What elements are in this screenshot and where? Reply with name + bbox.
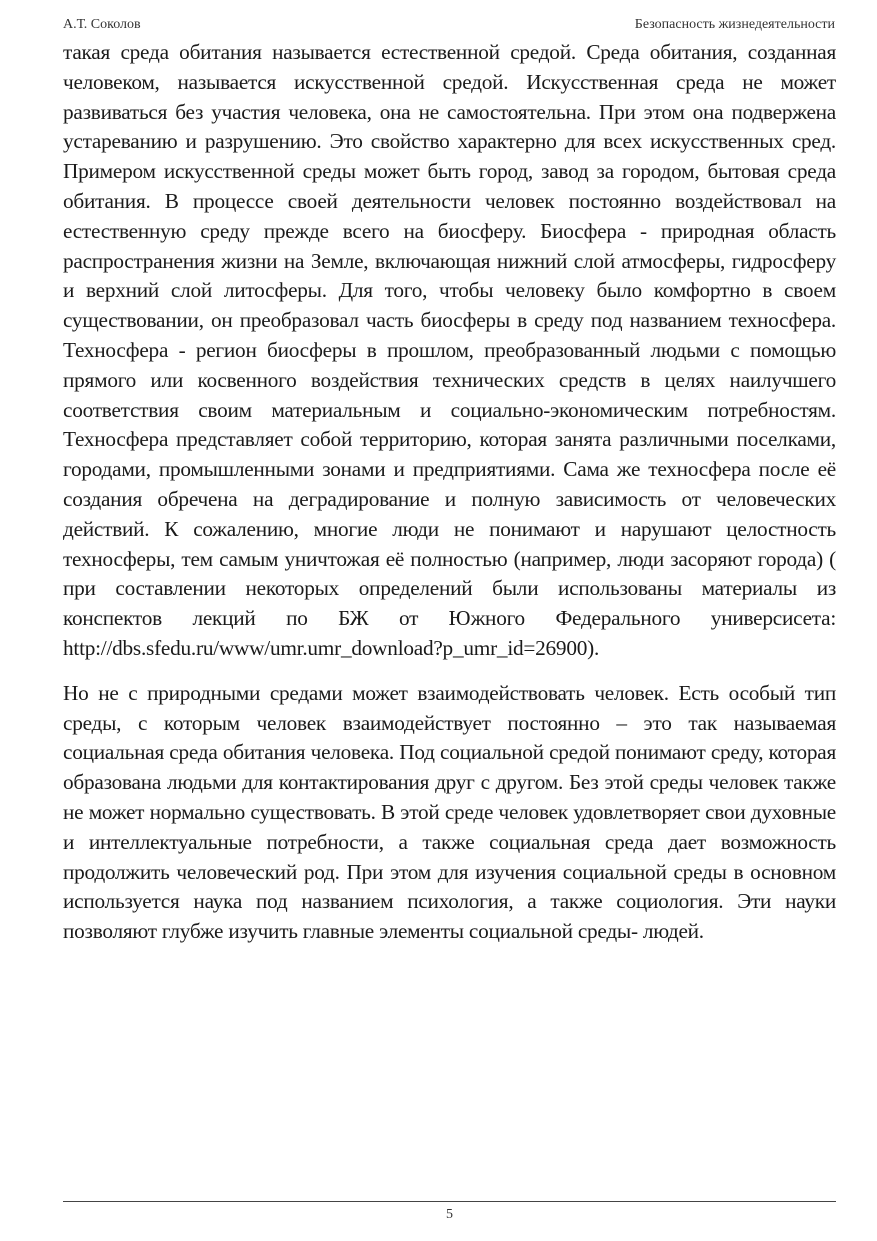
page-number: 5 — [446, 1207, 453, 1222]
body-text — [63, 38, 836, 947]
paragraph-technosphere: такая среда обитания называется естественной средой. Среда обитания, созданная человеком, называется искусственной средой. Искусственная среда не может развиваться без участия человека, она не самостоятельна. При этом она подвержена устареванию и разрушению. Это свойство характерно для всех искусственных сред. Примером искусственной среды может быть город, завод за городом, бытовая среда обитания. В процессе своей деятельности человек постоянно воздействовал на естественную среду прежде всего на биосферу. Биосфера - природная область распространения жизни на Земле, включающая нижний слой атмосферы, гидросферу и верхний слой литосферы. Для того, чтобы человеку было комфортно в своем существовании, он преобразовал часть биосферы в среду под названием техносфера. Техносфера - регион биосферы в прошлом, преобразованный людьми с помощью прямого или косвенного воздействия технических средств в целях наилучшего соответствия своим материальным и социально-экономическим потребностям. Техносфера представляет собой территорию, которая занята различными поселками, городами, промышленными зонами и предприятиями. Сама же техносфера после её создания обречена на деградирование и полную зависимость от человеческих действий. К сожалению, многие люди не понимают и нарушают целостность техносферы, тем самым уничтожая её полностью (например, люди засоряют города) ( при составлении некоторых определений были использованы материалы из конспектов лекций по БЖ от Южного Федерального универсисета: http://dbs.sfedu.ru/www/umr.umr_download?p_umr_id=26900). — [63, 40, 836, 660]
header-title: Безопасность жизнедеятельности — [634, 17, 835, 32]
paragraph-social-environment: Но не с природными средами может взаимодействовать человек. Есть особый тип среды, с которым человек взаимодействует постоянно – это так называемая социальная среда обитания человека. Под социальной средой понимают среду, которая образована людьми для контактирования друг с другом. Без этой среды человек также не может нормально существовать. В этой среде человек удовлетворяет свои духовные и интеллектуальные потребности, а также социальная среда дает возможность продолжить человеческий род. При этом для изучения социальной среды в основном используется наука под названием психология, а также социология. Эти науки позволяют глубже изучить главные элементы социальной среды- людей. — [63, 680, 836, 944]
running-header — [63, 15, 835, 35]
header-author: А.Т. Соколов — [63, 17, 141, 32]
footer-divider — [63, 1201, 836, 1202]
